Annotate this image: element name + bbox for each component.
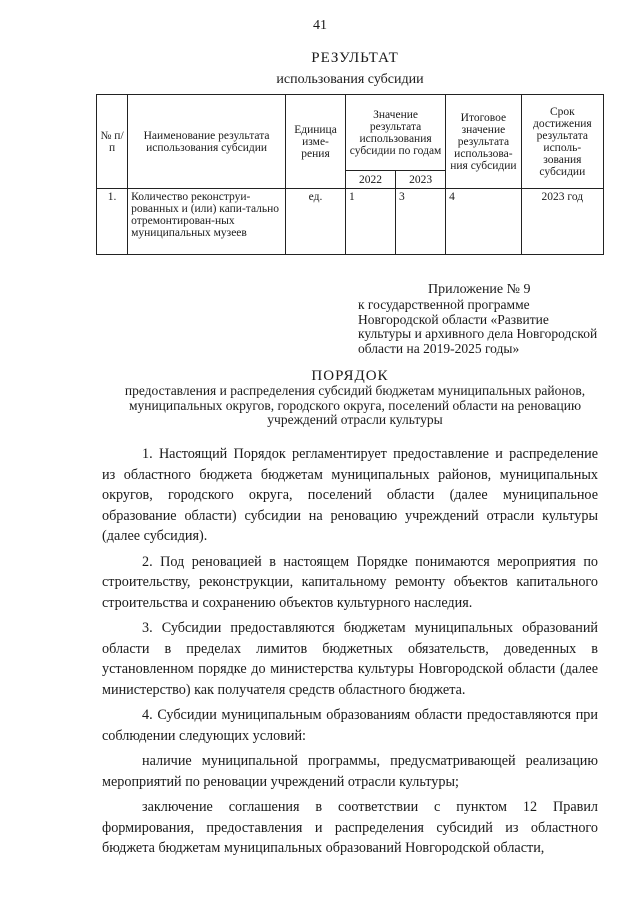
appendix-label: Приложение № 9 — [428, 282, 531, 297]
header-total: Итоговое значение результата использова-ния субсидии — [446, 95, 522, 189]
cell-2023: 3 — [396, 189, 446, 255]
order-subtitle: предоставления и распределения субсидий бюджетам муниципальных районов, муниципальных округов, городского округа, поселений области на реновацию учреждений отрасли культуры — [124, 383, 586, 427]
paragraph-2: 2. Под реновацией в настоящем Порядке понимаются мероприятия по строительству, реконструкции, капитальному ремонту объектов капитального строительства и сохранению объектов культурного наследия. — [102, 553, 598, 611]
result-subtitle: использования субсидии — [276, 72, 424, 87]
header-unit: Единица изме-рения — [286, 95, 346, 189]
cell-name: Количество реконструи-рованных и (или) капи-тально отремонтирован-ных муниципальных музеев — [128, 189, 286, 255]
results-table — [96, 94, 604, 255]
cell-term: 2023 год — [521, 189, 603, 255]
header-num: № п/п — [97, 95, 128, 189]
paragraph-3: 3. Субсидии предоставляются бюджетам муниципальных образований области в пределах лимитов бюджетных обязательств, доведенных в установленном порядке до министерства культуры Новгородской области (далее министерство) как получателя средств областного бюджета. — [102, 620, 598, 698]
header-year-2023: 2023 — [396, 171, 446, 189]
header-name: Наименование результата использования субсидии — [128, 95, 286, 189]
header-term: Срок достижения результата исполь-зования субсидии — [521, 95, 603, 189]
page-number: 41 — [313, 18, 327, 33]
order-title: ПОРЯДОК — [311, 368, 389, 384]
paragraph-5: наличие муниципальной программы, предусматривающей реализацию мероприятий по реновации учреждений отрасли культуры; — [102, 753, 598, 790]
paragraph-4: 4. Субсидии муниципальным образованиям области предоставляются при соблюдении следующих условий: — [102, 707, 598, 744]
cell-unit: ед. — [286, 189, 346, 255]
paragraph-6: заключение соглашения в соответствии с пунктом 12 Правил формирования, предоставления и распределения субсидий из областного бюджета бюджетам муниципальных образований Новгородской области, — [102, 799, 598, 856]
cell-total: 4 — [446, 189, 522, 255]
paragraph-1: 1. Настоящий Порядок регламентирует предоставление и распределение из областного бюджета бюджетам муниципальных районов, муниципальных округов, городского округа, поселений области (далее муниципальное образование области) субсидии на реновацию учреждений отрасли культуры (далее субсидия). — [102, 446, 598, 544]
cell-2022: 1 — [346, 189, 396, 255]
cell-num: 1. — [97, 189, 128, 255]
header-value-group: Значение результата использования субсидии по годам — [346, 95, 446, 171]
table-row — [97, 189, 604, 255]
body-text — [102, 444, 598, 864]
appendix-text: к государственной программе Новгородской области «Развитие культуры и архивного дела Новгородской области на 2019-2025 годы» — [358, 297, 598, 356]
header-year-2022: 2022 — [346, 171, 396, 189]
result-title: РЕЗУЛЬТАТ — [311, 50, 399, 66]
